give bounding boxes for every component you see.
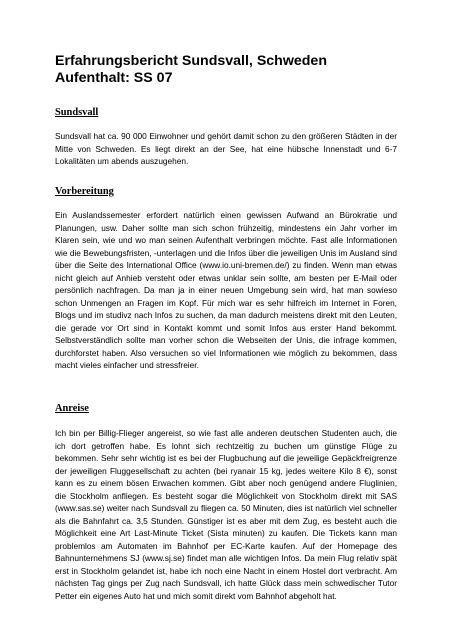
section-body-sundsvall: Sundsvall hat ca. 90 000 Einwohner und gehört damit schon zu den größeren Städten in der Mitte von Schweden. Es liegt direkt an der See, hat eine hübsche Innenstadt und 6-7 Lokalitäten um abends auszugehen. [55,131,397,166]
section-heading-sundsvall: Sundsvall [55,107,99,118]
section-body-anreise: Ich bin per Billig-Flieger angereist, so wie fast alle anderen deutschen Studenten auch, die ich dort getroffen habe. Es lohnt sich rechtzeitig zu buchen um günstige Flüge zu bekommen. Sehr sehr wichtig ist es bei der Flugbuchung auf die jeweilige Gepäckfreigrenze der jeweiligen Fluggesellschaft zu achten (bei ryanair 15 kg, jedes weitere Kilo 8 €), sonst kann es zu einem bösen Erwachen kommen. Gibt aber noch genügend andere Fluglinien, die Stockholm anfliegen. Es besteht sogar die Möglichkeit von Stockholm direkt mit SAS (www.sas.se) weiter nach Sundsvall zu fliegen ca. 50 Minuten, dies ist natürlich viel schneller als die Bahnfahrt ca. 3,5 Stunden. Günstiger ist es aber mit dem Zug, es besteht auch die Möglichkeit eine Art Last-Minute Ticket (Sista minuten) zu kaufen. Die Tickets kann man problemlos am Automaten im Bahnhof per EC-Karte kaufen. Auf der Homepage des Bahnunternehmens SJ (www.sj.se) findet man alle wichtigen Infos. Da mein Flug relativ spät erst in Stockholm gelandet ist, habe ich noch eine Nacht in einem Hostel dort verbracht. Am nächsten Tag gings per Zug nach Sundsvall, ich hatte Glück dass mein schwedischer Tutor Petter ein eigenes Auto hat und mich somit direkt vom Bahnhof abgeholt hat. [55,428,397,601]
section-body-vorbereitung: Ein Auslandssemester erfordert natürlich einen gewissen Aufwand an Bürokratie und Planungen, usw. Daher sollte man sich schon frühzeitig, mindestens ein Jahr vorher im Klaren sein, wie und wo man seinen Aufenthalt verbringen möchte. Fast alle Informationen wie die Bewebungsfristen, -unterlagen und die Infos über die jeweiligen Unis im Ausland sind über die Seite des International Office (www.io.uni-bremen.de/) zu finden. Wenn man etwas nicht gleich auf Anhieb versteht oder etwas unklar sein sollte, am besten per E-Mail oder persönlich nachfragen. Da man ja in einer neuen Umgebung sein wird, hat man sowieso schon Unmengen an Fragen im Kopf. Für mich war es sehr hilfreich im Internet in Foren, Blogs und im studivz nach Infos zu suchen, da man dadurch meistens direkt mit den Leuten, die gerade vor Ort sind in Kontakt kommt und somit Infos aus erster Hand bekommt. Selbstverständlich sollte man vorher schon die Webseiten der Unis, die infrage kommen, durchforstet haben. Also versuchen so viel Informationen wie möglich zu bekommen, dass macht vieles einfacher und stressfreier. [55,210,397,370]
document-title [55,53,415,87]
title-line-2: Aufenthalt: SS 07 [55,70,173,86]
section-heading-vorbereitung: Vorbereitung [55,186,114,197]
section-heading-anreise: Anreise [55,403,89,414]
title-line-1: Erfahrungsbericht Sundsvall, Schweden [55,53,327,69]
